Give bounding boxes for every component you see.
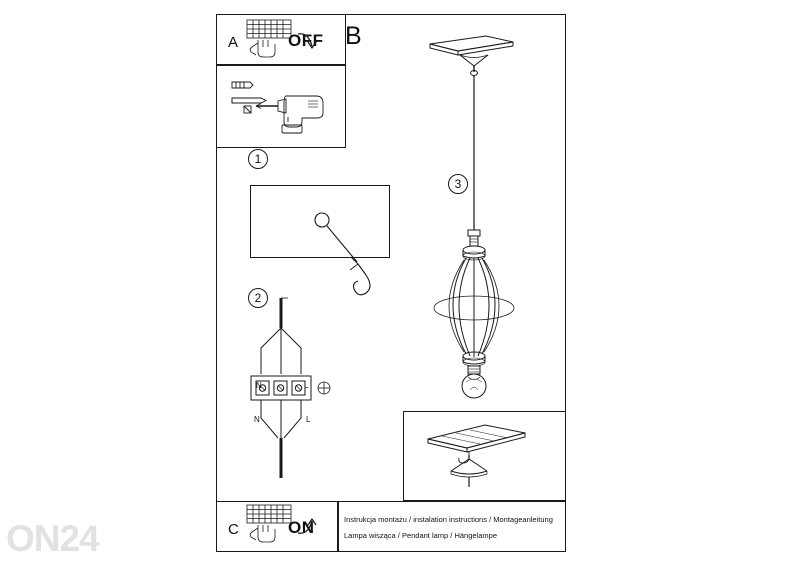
caption-box xyxy=(338,501,566,552)
step-number-3: 3 xyxy=(448,174,468,194)
pendant-lamp-drawing xyxy=(400,24,566,424)
terminal-label-n-top: N xyxy=(256,381,262,390)
switch-off-illustration xyxy=(216,14,346,65)
hook-illustration xyxy=(250,185,390,305)
caption-line-2: Lampa wisząca / Pendant lamp / Hängelampe xyxy=(344,531,498,540)
label-off: OFF xyxy=(288,31,324,50)
panel-a-letter: A xyxy=(228,34,239,51)
caption-line-1: Instrukcja montażu / instalation instructions / Montageanleitung xyxy=(344,515,553,524)
drill-illustration xyxy=(216,65,346,148)
panel-c-letter: C xyxy=(228,521,239,538)
panel-b-letter: B xyxy=(345,22,362,50)
wiring-diagram xyxy=(216,288,366,498)
step-number-2: 2 xyxy=(248,288,268,308)
watermark-on24: ON24 xyxy=(6,518,99,559)
ceiling-mount-illustration xyxy=(403,411,566,501)
terminal-label-n-bottom: N xyxy=(254,415,260,424)
terminal-label-l-bottom: L xyxy=(306,415,311,424)
switch-on-illustration xyxy=(216,501,338,552)
step-number-1: 1 xyxy=(248,149,268,169)
label-on: ON xyxy=(288,518,315,537)
terminal-label-l-top: L xyxy=(304,381,309,390)
